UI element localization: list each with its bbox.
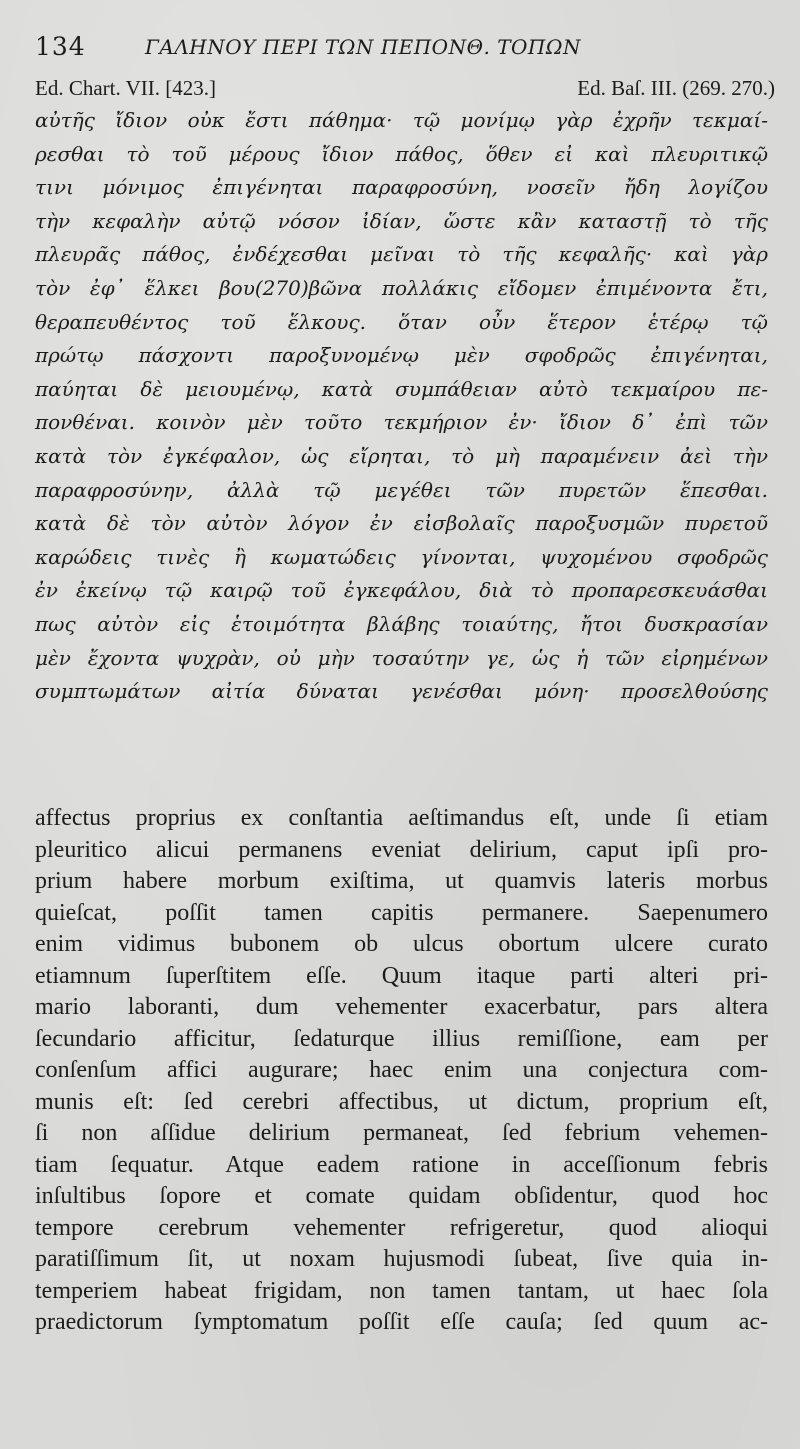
edition-references [35,74,775,102]
latin-line: tiam ſequatur. Atque eadem ratione in acceſſionum febris [35,1151,768,1178]
latin-line: munis eſt: ſed cerebri affectibus, ut dictum, proprium eſt, [35,1088,768,1115]
latin-line: prium habere morbum exiſtima, ut quamvis lateris morbus [35,868,768,894]
latin-text-block [35,803,768,1339]
latin-line: enim vidimus bubonem ob ulcus obortum ulcere curato [35,931,768,957]
greek-line: παραφροσύνην, ἀλλὰ τῷ μεγέθει τῶν πυρετῶν ἕπεσθαι. [35,477,768,502]
greek-line: μὲν ἔχοντα ψυχρὰν, οὐ μὴν τοσαύτην γε, ὡς ἡ τῶν εἰρημένων [35,645,768,670]
greek-line: τινι μόνιμος ἐπιγένηται παραφροσύνη, νοσεῖν ἤδη λογίζου [35,175,768,200]
greek-line: συμπτωμάτων αἰτία δύναται γενέσθαι μόνη· προσελθούσης [35,679,768,704]
greek-line: πρώτῳ πάσχοντι παροξυνομένῳ μὲν σφοδρῶς ἐπιγένηται, [35,343,768,368]
greek-line: ἐν ἐκείνῳ τῷ καιρῷ τοῦ ἐγκεφάλου, διὰ τὸ προπαρεσκευάσθαι [35,578,768,603]
latin-line: praedictorum ſymptomatum poſſit eſſe cauſa; ſed quum ac- [35,1309,768,1335]
greek-line: καρώδεις τινὲς ἢ κωματώδεις γίνονται, ψυχομένου σφοδρῶς [35,544,768,569]
page-header [35,30,780,64]
running-title: ΓΑΛΗΝΟΥ ΠΕΡΙ ΤΩΝ ΠΕΠΟΝΘ. ΤΟΠΩΝ [145,35,581,59]
latin-line: affectus proprius ex conſtantia aeſtimandus eſt, unde ſi etiam [35,805,768,831]
greek-line: παύηται δὲ μειουμένῳ, κατὰ συμπάθειαν αὐτὸ τεκμαίρου πε- [35,376,768,401]
edition-basel-reference: Ed. Baſ. III. (269. 270.) [577,76,775,100]
greek-line: θεραπευθέντος τοῦ ἕλκους. ὅταν οὖν ἕτερον ἑτέρῳ τῷ [35,309,768,334]
greek-line: κατὰ τὸν ἐγκέφαλον, ὡς εἴρηται, τὸ μὴ παραμένειν ἀεὶ τὴν [35,443,768,468]
latin-line: quieſcat, poſſit tamen capitis permanere. Saepenumero [35,899,768,926]
page-number: 134 [35,32,86,61]
latin-line: inſultibus ſopore et comate quidam obſidentur, quod hoc [35,1183,768,1209]
latin-line: etiamnum ſuperſtitem eſſe. Quum itaque parti alteri pri- [35,962,768,989]
greek-text-block [35,104,768,709]
latin-line: conſenſum affici augurare; haec enim una conjectura com- [35,1057,768,1083]
greek-line: πλευρᾶς πάθος, ἐνδέχεσθαι μεῖναι τὸ τῆς κεφαλῆς· καὶ γὰρ [35,242,768,267]
latin-line: paratiſſimum ſit, ut noxam hujusmodi ſubeat, ſive quia in- [35,1246,768,1272]
latin-line: ſi non aſſidue delirium permaneat, ſed febrium vehemen- [35,1120,768,1146]
latin-line: pleuritico alicui permanens eveniat delirium, caput ipſi pro- [35,836,768,863]
latin-line: mario laboranti, dum vehementer exacerbatur, pars altera [35,994,768,1020]
greek-line: κατὰ δὲ τὸν αὐτὸν λόγον ἐν εἰσβολαῖς παροξυσμῶν πυρετοῦ [35,511,768,536]
latin-line: temperiem habeat frigidam, non tamen tantam, ut haec ſola [35,1277,768,1304]
greek-line: τὸν ἐφ᾽ ἕλκει βου(270)βῶνα πολλάκις εἴδομεν ἐπιμένοντα ἔτι, [35,275,768,300]
edition-chart-reference: Ed. Chart. VII. [423.] [35,76,216,100]
greek-line: αὐτῆς ἴδιον οὐκ ἔστι πάθημα· τῷ μονίμῳ γὰρ ἐχρῆν τεκμαί- [35,108,768,132]
latin-line: tempore cerebrum vehementer refrigeretur, quod alioqui [35,1214,768,1241]
greek-line: ρεσθαι τὸ τοῦ μέρους ἴδιον πάθος, ὅθεν εἰ καὶ πλευριτικῷ [35,141,768,166]
greek-line: πονθέναι. κοινὸν μὲν τοῦτο τεκμήριον ἐν· ἴδιον δ᾽ ἐπὶ τῶν [35,410,768,435]
greek-line: πως αὐτὸν εἰς ἑτοιμότητα βλάβης τοιαύτης, ἤτοι δυσκρασίαν [35,611,768,636]
greek-line: τὴν κεφαλὴν αὐτῷ νόσον ἰδίαν, ὥστε κἂν καταστῇ τὸ τῆς [35,208,768,233]
latin-line: ſecundario afficitur, ſedaturque illius remiſſione, eam per [35,1025,768,1052]
